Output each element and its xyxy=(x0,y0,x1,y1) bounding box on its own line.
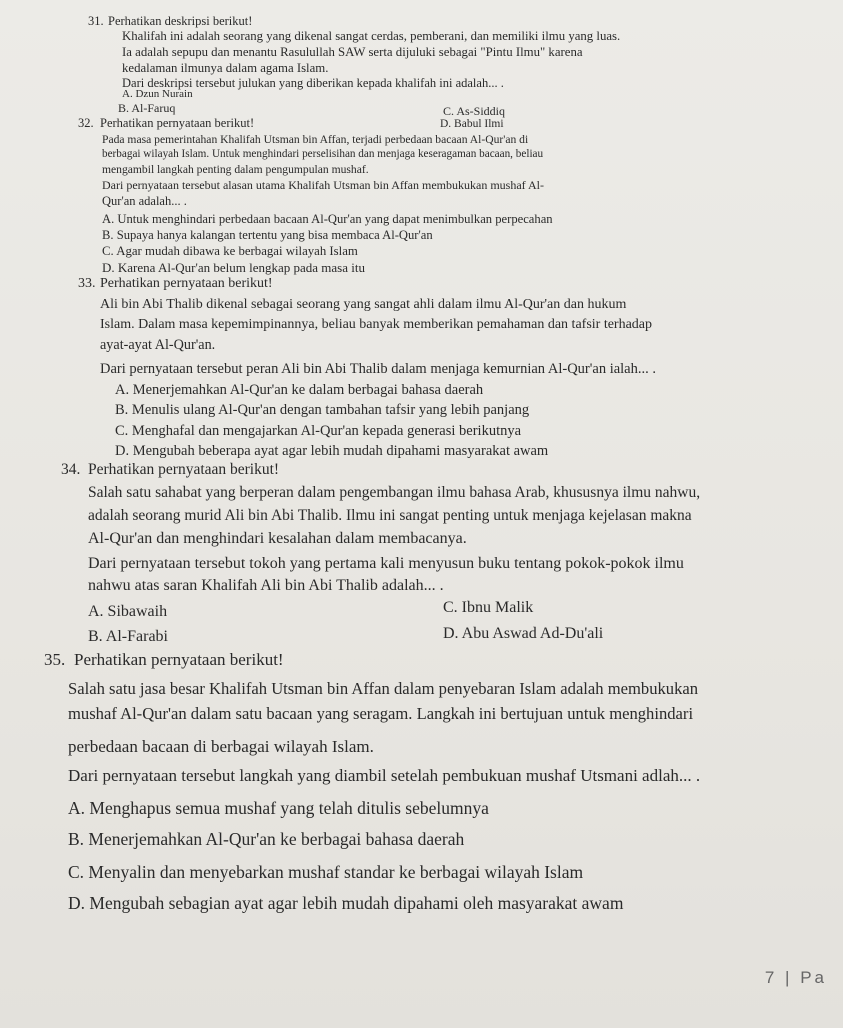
option-c[interactable]: C. Menyalin dan menyebarkan mushaf standar ke berbagai wilayah Islam xyxy=(68,862,584,882)
option-a[interactable]: A. Dzun Nurain xyxy=(122,88,193,100)
question-text: mushaf Al-Qur'an dalam satu bacaan yang seragam. Langkah ini bertujuan untuk menghindari xyxy=(68,704,694,723)
option-d[interactable]: D. Karena Al-Qur'an belum lengkap pada masa itu xyxy=(102,260,365,275)
question-text: Salah satu jasa besar Khalifah Utsman bin Affan dalam penyebaran Islam adalah membukukan xyxy=(68,679,699,698)
question-text: Salah satu sahabat yang berperan dalam pengembangan ilmu bahasa Arab, khususnya ilmu nahwu, xyxy=(88,484,701,501)
page-number: 7 | Pa xyxy=(764,968,827,987)
question-text: Ali bin Abi Thalib dikenal sebagai seorang yang sangat ahli dalam ilmu Al-Qur'an dan hukum xyxy=(100,297,627,312)
question-prompt: nahwu atas saran Khalifah Ali bin Abi Thalib adalah... . xyxy=(88,577,444,594)
option-b[interactable]: B. Al-Farabi xyxy=(88,628,168,645)
question-intro: Perhatikan pernyataan berikut! xyxy=(74,650,284,669)
question-intro: Perhatikan pernyataan berikut! xyxy=(100,116,255,130)
option-d[interactable]: D. Babul Ilmi xyxy=(440,118,504,130)
option-d[interactable]: D. Abu Aswad Ad-Du'ali xyxy=(443,625,604,642)
option-b[interactable]: B. Menerjemahkan Al-Qur'an ke berbagai bahasa daerah xyxy=(68,829,465,849)
question-text: ayat-ayat Al-Qur'an. xyxy=(100,337,216,353)
question-text: Dari pernyataan tersebut tokoh yang pertama kali menyusun buku tentang pokok-pokok ilmu xyxy=(88,555,684,572)
option-c[interactable]: C. Ibnu Malik xyxy=(443,599,534,616)
question-text: Ia adalah sepupu dan menantu Rasulullah SAW serta dijuluki sebagai "Pintu Ilmu" karena xyxy=(122,45,583,59)
question-intro: Perhatikan pernyataan berikut! xyxy=(100,276,273,291)
option-a[interactable]: A. Menerjemahkan Al-Qur'an ke dalam berbagai bahasa daerah xyxy=(115,382,484,398)
option-c[interactable]: C. Menghafal dan mengajarkan Al-Qur'an kepada generasi berikutnya xyxy=(115,423,522,439)
question-text: Dari pernyataan tersebut alasan utama Khalifah Utsman bin Affan membukukan mushaf Al- xyxy=(102,178,544,192)
question-text: Al-Qur'an dan menghindari kesalahan dalam membacanya. xyxy=(88,530,467,547)
question-number: 32. xyxy=(78,116,94,130)
option-c[interactable]: C. As-Siddiq xyxy=(443,104,506,118)
option-b[interactable]: B. Al-Faruq xyxy=(118,101,176,115)
option-a[interactable]: A. Untuk menghindari perbedaan bacaan Al-Qur'an yang dapat menimbulkan perpecahan xyxy=(102,212,553,226)
option-b[interactable]: B. Supaya hanya kalangan tertentu yang bisa membaca Al-Qur'an xyxy=(102,228,433,242)
option-d[interactable]: D. Mengubah beberapa ayat agar lebih mudah dipahami masyarakat awam xyxy=(115,443,549,459)
question-text: kedalaman ilmunya dalam agama Islam. xyxy=(122,61,329,75)
question-intro: Perhatikan pernyataan berikut! xyxy=(88,461,280,478)
option-d[interactable]: D. Mengubah sebagian ayat agar lebih mudah dipahami oleh masyarakat awam xyxy=(68,893,624,913)
question-number: 34. xyxy=(61,461,81,478)
question-prompt: Qur'an adalah... . xyxy=(102,194,187,208)
question-text: Islam. Dalam masa kepemimpinannya, beliau banyak memberikan pemahaman dan tafsir terhadap xyxy=(100,317,653,332)
question-text: Khalifah ini adalah seorang yang dikenal sangat cerdas, pemberani, dan memiliki ilmu yang luas. xyxy=(122,29,621,43)
option-a[interactable]: A. Menghapus semua mushaf yang telah ditulis sebelumnya xyxy=(68,798,489,818)
question-number: 31. xyxy=(88,14,104,28)
question-text: perbedaan bacaan di berbagai wilayah Islam. xyxy=(68,737,374,756)
option-c[interactable]: C. Agar mudah dibawa ke berbagai wilayah Islam xyxy=(102,244,358,258)
question-text: mengambil langkah penting dalam pengumpulan mushaf. xyxy=(102,163,369,176)
option-a[interactable]: A. Sibawaih xyxy=(88,603,168,620)
question-text: Pada masa pemerintahan Khalifah Utsman bin Affan, terjadi perbedaan bacaan Al-Qur'an di xyxy=(102,133,529,146)
question-number: 33. xyxy=(78,276,96,291)
question-intro: Perhatikan deskripsi berikut! xyxy=(108,14,253,28)
question-prompt: Dari deskripsi tersebut julukan yang diberikan kepada khalifah ini adalah... . xyxy=(122,76,504,90)
question-text: adalah seorang murid Ali bin Abi Thalib. Ilmu ini sangat penting untuk menjaga kejelasan makna xyxy=(88,507,692,524)
question-number: 35. xyxy=(44,650,66,669)
question-text: berbagai wilayah Islam. Untuk menghindari perselisihan dan menjaga keseragaman bacaan, beliau xyxy=(102,148,544,160)
question-prompt: Dari pernyataan tersebut peran Ali bin Abi Thalib dalam menjaga kemurnian Al-Qur'an ialah... . xyxy=(100,361,656,377)
option-b[interactable]: B. Menulis ulang Al-Qur'an dengan tambahan tafsir yang lebih panjang xyxy=(115,402,530,418)
question-prompt: Dari pernyataan tersebut langkah yang diambil setelah pembukuan mushaf Utsmani adlah... . xyxy=(68,766,701,785)
